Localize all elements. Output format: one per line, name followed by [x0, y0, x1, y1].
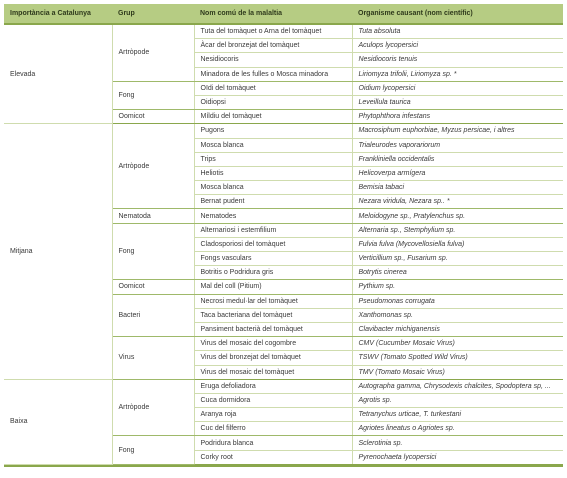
organism-cell: Xanthomonas sp. — [352, 308, 563, 322]
table-row — [4, 24, 563, 39]
organism-cell: Helicoverpa armígera — [352, 166, 563, 180]
group-cell: Fong — [112, 81, 194, 109]
organism-cell: TSWV (Tomato Spotted Wild Virus) — [352, 351, 563, 365]
disease-name-cell: Podridura blanca — [194, 436, 352, 450]
organism-cell: Pyrenochaeta lycopersici — [352, 450, 563, 464]
disease-name-cell: Cuca dormidora — [194, 393, 352, 407]
header-group: Grup — [112, 4, 194, 24]
disease-name-cell: Míldiu del tomàquet — [194, 110, 352, 124]
organism-cell: Pythium sp. — [352, 280, 563, 294]
group-cell: Bacteri — [112, 294, 194, 337]
disease-name-cell: Pansiment bacterià del tomàquet — [194, 322, 352, 336]
organism-cell: Aculops lycopersici — [352, 39, 563, 53]
group-cell: Nematoda — [112, 209, 194, 223]
organism-cell: Agrotis sp. — [352, 393, 563, 407]
header-importance: Importància a Catalunya — [4, 4, 112, 24]
organism-cell: Meloidogyne sp., Pratylenchus sp. — [352, 209, 563, 223]
organism-cell: Sclerotinia sp. — [352, 436, 563, 450]
disease-name-cell: Botritis o Podridura gris — [194, 266, 352, 280]
table-bottom-rule — [4, 465, 563, 467]
disease-name-cell: Mosca blanca — [194, 181, 352, 195]
group-cell: Fong — [112, 223, 194, 280]
organism-cell: Macrosiphum euphorbiae, Myzus persicae, i altres — [352, 124, 563, 138]
organism-cell: Nezara viridula, Nezara sp.. * — [352, 195, 563, 209]
group-cell: Oomicot — [112, 110, 194, 124]
disease-name-cell: Eruga defoliadora — [194, 379, 352, 393]
header-disease: Nom comú de la malaltia — [194, 4, 352, 24]
organism-cell: Fulvia fulva (Mycovellosiella fulva) — [352, 237, 563, 251]
organism-cell: Liriomyza trifolii, Liriomyza sp. * — [352, 67, 563, 81]
organism-cell: Agriotes lineatus o Agriotes sp. — [352, 422, 563, 436]
disease-name-cell: Mal del coll (Pitium) — [194, 280, 352, 294]
disease-name-cell: Trips — [194, 152, 352, 166]
organism-cell: TMV (Tomato Mosaic Virus) — [352, 365, 563, 379]
importance-cell: Elevada — [4, 24, 112, 124]
table-row — [4, 124, 563, 138]
organism-cell: Oidium lycopersici — [352, 81, 563, 95]
disease-table-container — [4, 4, 563, 467]
disease-name-cell: Nesidiocoris — [194, 53, 352, 67]
disease-name-cell: Tuta del tomàquet o Arna del tomàquet — [194, 24, 352, 39]
disease-name-cell: Heliotis — [194, 166, 352, 180]
disease-name-cell: Àcar del bronzejat del tomàquet — [194, 39, 352, 53]
disease-name-cell: Virus del bronzejat del tomàquet — [194, 351, 352, 365]
group-cell: Fong — [112, 436, 194, 464]
disease-name-cell: Minadora de les fulles o Mosca minadora — [194, 67, 352, 81]
organism-cell: Bemisia tabaci — [352, 181, 563, 195]
disease-name-cell: Fongs vasculars — [194, 252, 352, 266]
disease-name-cell: Necrosi medul·lar del tomàquet — [194, 294, 352, 308]
table-body — [4, 24, 563, 464]
group-cell: Artròpode — [112, 379, 194, 436]
disease-name-cell: Corky root — [194, 450, 352, 464]
header-organism: Organisme causant (nom científic) — [352, 4, 563, 24]
disease-name-cell: Virus del mosaic del tomàquet — [194, 365, 352, 379]
organism-cell: Tetranychus urticae, T. turkestani — [352, 408, 563, 422]
organism-cell: Botrytis cinerea — [352, 266, 563, 280]
group-cell: Oomicot — [112, 280, 194, 294]
importance-cell: Mitjana — [4, 124, 112, 379]
importance-cell: Baixa — [4, 379, 112, 464]
disease-name-cell: Oïdi del tomàquet — [194, 81, 352, 95]
table-row — [4, 379, 563, 393]
disease-name-cell: Cuc del filferro — [194, 422, 352, 436]
disease-name-cell: Nematodes — [194, 209, 352, 223]
organism-cell: Leveillula taurica — [352, 95, 563, 109]
group-cell: Virus — [112, 337, 194, 380]
tomato-diseases-table — [4, 4, 563, 465]
organism-cell: Trialeurodes vaporariorum — [352, 138, 563, 152]
disease-name-cell: Taca bacteriana del tomàquet — [194, 308, 352, 322]
organism-cell: Verticillium sp., Fusarium sp. — [352, 252, 563, 266]
organism-cell: Alternaria sp., Stemphylium sp. — [352, 223, 563, 237]
disease-name-cell: Pugons — [194, 124, 352, 138]
header-row — [4, 4, 563, 24]
disease-name-cell: Virus del mosaic del cogombre — [194, 337, 352, 351]
organism-cell: Autographa gamma, Chrysodexis chalcites, Spodoptera sp, ... — [352, 379, 563, 393]
organism-cell: Clavibacter michiganensis — [352, 322, 563, 336]
disease-name-cell: Aranya roja — [194, 408, 352, 422]
organism-cell: Phytophthora infestans — [352, 110, 563, 124]
disease-name-cell: Mosca blanca — [194, 138, 352, 152]
group-cell: Artròpode — [112, 124, 194, 209]
organism-cell: Pseudomonas corrugata — [352, 294, 563, 308]
disease-name-cell: Oidiopsi — [194, 95, 352, 109]
organism-cell: Nesidiocoris tenuis — [352, 53, 563, 67]
table-header — [4, 4, 563, 24]
organism-cell: CMV (Cucumber Mosaic Virus) — [352, 337, 563, 351]
group-cell: Artròpode — [112, 24, 194, 81]
disease-name-cell: Bernat pudent — [194, 195, 352, 209]
disease-name-cell: Alternariosi i estemfilium — [194, 223, 352, 237]
disease-name-cell: Cladosporiosi del tomàquet — [194, 237, 352, 251]
organism-cell: Frankliniella occidentalis — [352, 152, 563, 166]
organism-cell: Tuta absoluta — [352, 24, 563, 39]
